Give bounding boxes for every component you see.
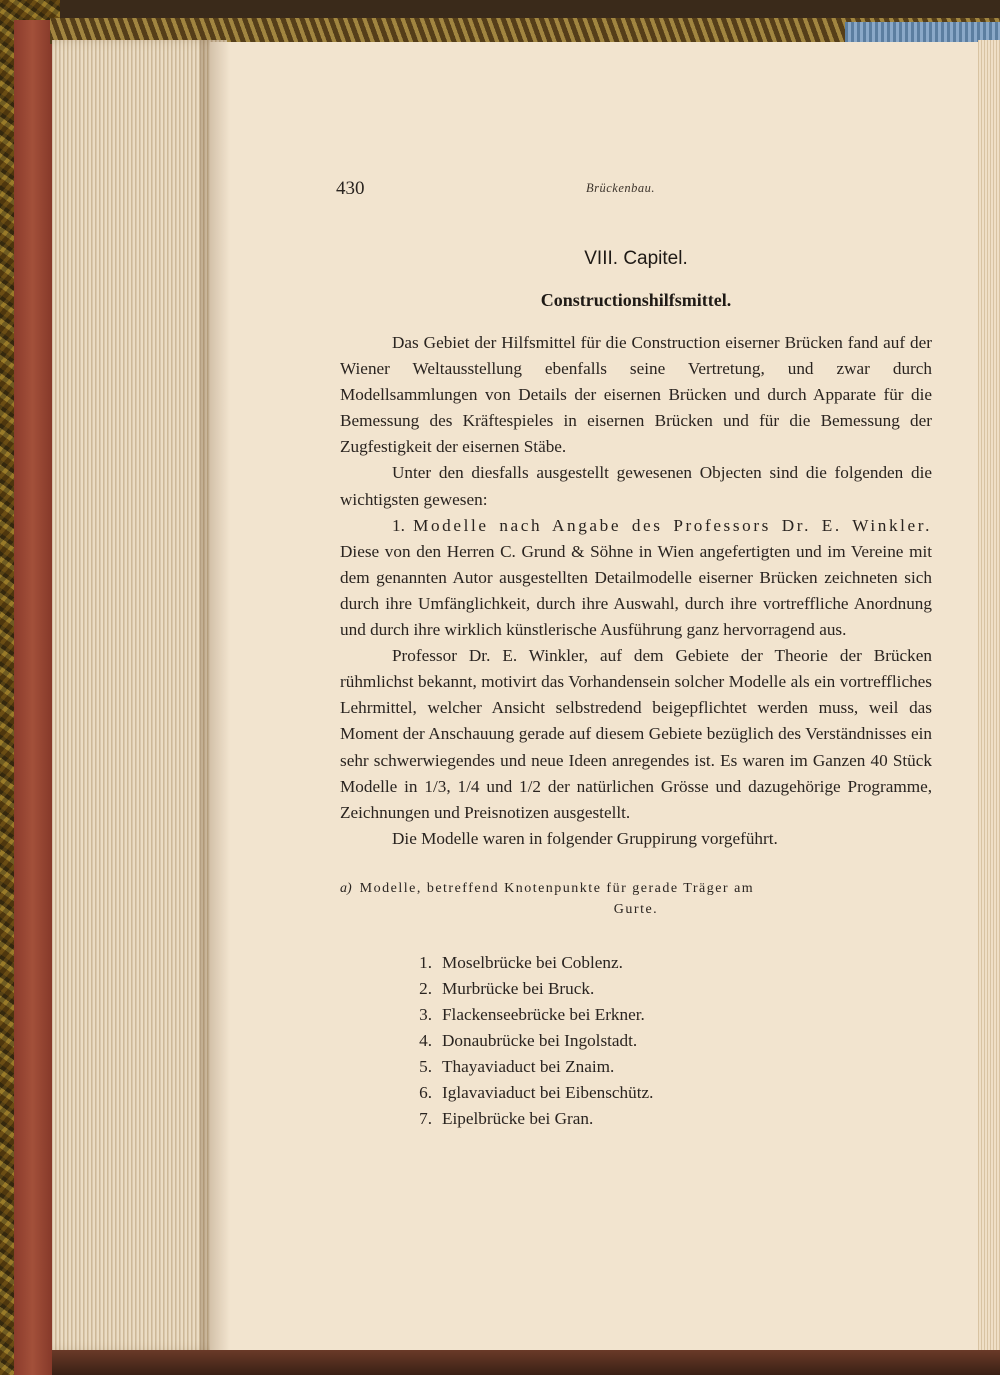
section-a-text-end: Gurte. — [613, 901, 659, 917]
gutter-shadow — [200, 40, 230, 1352]
list-item — [398, 976, 932, 1002]
paragraph-3-text: Diese von den Herren C. Grund & Söhne in Wien angefertigten und im Vereine mit dem genannten Autor ausgestellten Detailmodelle eiserner Brücken zeichneten sich durch ihre Umfänglichkeit, durch ihre Auswahl, durch ihre vortreffliche Anordnung und durch ihre wirklich künstlerische Ausführung ganz hervorragend aus. — [340, 541, 932, 640]
top-edge-blue-band — [845, 22, 1000, 44]
fraction-half: 1/2 — [519, 776, 541, 796]
paragraph-4-und: und — [486, 776, 513, 796]
paragraph-5: Die Modelle waren in folgender Gruppirung vorgeführt. — [392, 828, 778, 848]
list-item-text: Thayaviaduct bei Znaim. — [442, 1056, 615, 1076]
list-item — [398, 1002, 932, 1028]
running-head — [336, 178, 932, 206]
list-item-number: 1. — [419, 952, 432, 972]
list-item — [398, 1080, 932, 1106]
paragraph-4-text-a: Professor Dr. E. Winkler, auf dem Gebiete der Theorie der Brücken rühmlichst bekannt, motivirt das Vorhandensein solcher Modelle als ein vortreffliches Lehrmittel, welcher Ansicht selbstredend beigepflichtet werden muss, weil das Moment der Anschauung gerade auf diesem Gebiete bezüglich des Verständnisses ein sehr schwerwiegendes und neue Ideen anregendes ist. Es waren im Ganzen 40 Stück Modelle in — [340, 646, 932, 796]
list-item-number: 7. — [419, 1108, 432, 1128]
paragraph-1: Das Gebiet der Hilfsmittel für die Construction eiserner Brücken fand auf der Wiener Weltausstellung ebenfalls seine Vertretung, und zwar durch Modellsammlungen von Details der eisernen Brücken und durch Apparate für die Bemessung des Kräftespieles in eisernen Brücken und für die Bemessung der Zugfestigkeit der eisernen Stäbe. — [340, 333, 932, 457]
model-list — [340, 950, 932, 1132]
list-item-number: 6. — [419, 1082, 432, 1102]
paragraph-4-text-b: der natürlichen Grösse und dazugehörige Programme, Zeichnungen und Preisnotizen ausgestellt. — [340, 776, 933, 822]
list-item-text: Flackenseebrücke bei Erkner. — [442, 1004, 645, 1024]
section-a-label: a) — [340, 880, 352, 896]
paragraph-3-number: 1. — [392, 515, 405, 535]
list-item-text: Eipelbrücke bei Gran. — [442, 1108, 594, 1128]
paragraph-4 — [340, 643, 932, 826]
list-item — [398, 950, 932, 976]
paragraph-3-heading: Modelle nach Angabe des Professors Dr. E. Winkler. — [413, 515, 933, 535]
list-item — [398, 1028, 932, 1054]
bottom-edge — [52, 1350, 1000, 1375]
list-item-text: Iglavaviaduct bei Eibenschütz. — [442, 1082, 654, 1102]
list-item-text: Moselbrücke bei Coblenz. — [442, 952, 623, 972]
fraction-quarter: 1/4 — [457, 776, 480, 796]
list-item — [398, 1054, 932, 1080]
list-item-text: Donaubrücke bei Ingolstadt. — [442, 1030, 638, 1050]
list-item — [398, 1106, 932, 1132]
paragraph-2: Unter den diesfalls ausgestellt gewesenen Objecten sind die folgenden die wichtigsten gewesen: — [340, 463, 932, 509]
running-title: Brückenbau. — [586, 181, 656, 195]
page-number: 430 — [336, 178, 365, 199]
fraction-third: 1/3, — [424, 776, 451, 796]
section-a-text: Modelle, betreffend Knotenpunkte für gerade Träger am — [359, 880, 755, 896]
paragraph-3 — [340, 513, 932, 643]
body-text — [340, 330, 932, 1132]
section-a-heading — [340, 878, 932, 920]
chapter-number: VIII. Capitel. — [584, 248, 688, 269]
list-item-text: Murbrücke bei Bruck. — [442, 978, 595, 998]
right-page-edges — [978, 40, 1000, 1352]
list-item-number: 3. — [419, 1004, 432, 1024]
list-item-number: 5. — [419, 1056, 432, 1076]
list-item-number: 4. — [419, 1030, 432, 1050]
chapter-title: Constructionshilfsmittel. — [540, 290, 732, 310]
list-item-number: 2. — [419, 978, 432, 998]
